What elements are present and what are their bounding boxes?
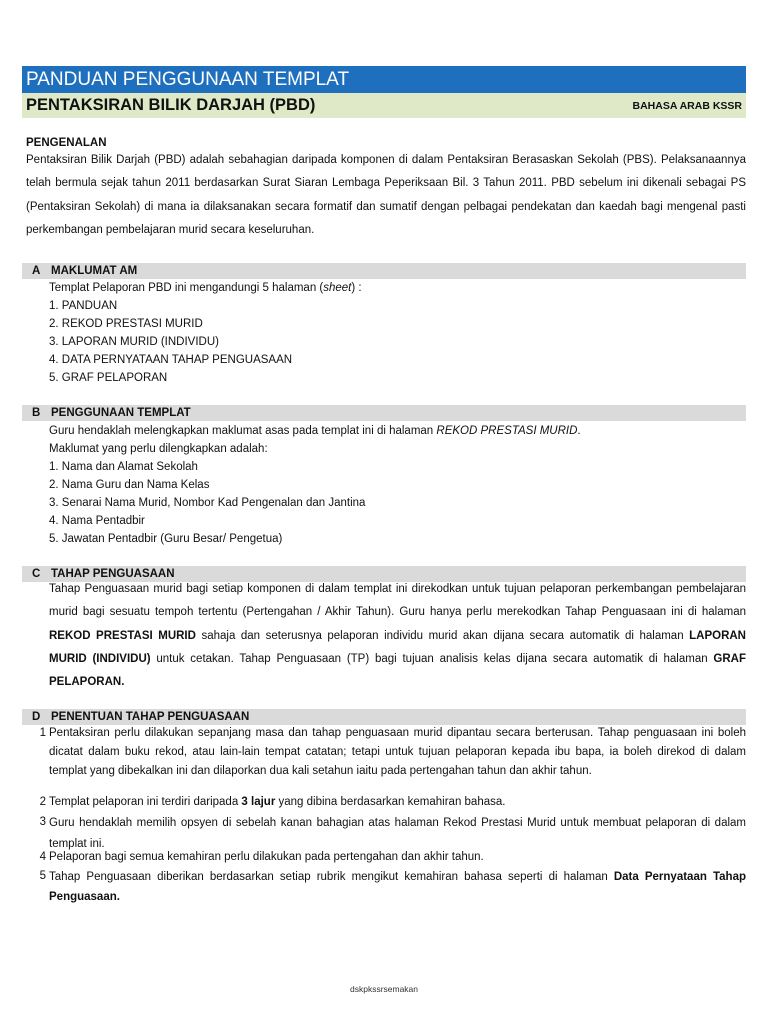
list-item: 1. Nama dan Alamat Sekolah xyxy=(49,461,198,473)
section-b-line-2: Maklumat yang perlu dilengkapkan adalah: xyxy=(49,443,268,455)
section-c-text-1: Tahap Penguasaan murid bagi setiap komponen di dalam templat ini direkodkan untuk tujuan pelaporan perkembangan pembelajaran murid bagi sesuatu tempoh tertentu (Pertengahan / Akhir Tahun). Guru hanya perlu merekodkan Tahap Penguasaan ini di halaman xyxy=(49,583,746,619)
section-a-letter: A xyxy=(32,265,41,277)
item-text: Guru hendaklah memilih opsyen di sebelah kanan bahagian atas halaman Rekod Prestasi Murid untuk membuat pelaporan di dalam templat ini. xyxy=(49,817,746,850)
item-number: 2 xyxy=(39,796,46,808)
section-b-line-1-end: . xyxy=(577,425,581,437)
section-a-label: MAKLUMAT AM xyxy=(51,265,138,277)
item-number: 4 xyxy=(39,851,46,863)
section-b-line-1-text: Guru hendaklah melengkapkan maklumat asas pada templat ini di halaman xyxy=(49,425,437,437)
subject-label: BAHASA ARAB KSSR xyxy=(632,99,742,112)
page-title: PANDUAN PENGGUNAAN TEMPLAT xyxy=(22,66,746,93)
item-number: 5 xyxy=(39,870,46,882)
list-item: 3. LAPORAN MURID (INDIVIDU) xyxy=(49,336,219,348)
section-c-bold-3: GRAF PELAPORAN. xyxy=(49,652,746,689)
section-d-header xyxy=(22,709,746,725)
section-a-intro-text: Templat Pelaporan PBD ini mengandungi 5 halaman ( xyxy=(49,282,324,294)
item-text-start: Tahap Penguasaan diberikan berdasarkan setiap rubrik mengikut kemahiran bahasa seperti di halaman xyxy=(49,871,614,883)
list-item: 4. DATA PERNYATAAN TAHAP PENGUASAAN xyxy=(49,354,293,366)
intro-heading: PENGENALAN xyxy=(26,137,107,149)
item-number: 1 xyxy=(39,727,46,739)
item-text-bold: Data Pernyataan Tahap Penguasaan. xyxy=(49,871,746,903)
section-c-text-2: sahaja dan seterusnya pelaporan individu murid akan dijana secara automatik di halaman xyxy=(195,629,690,642)
section-b-header xyxy=(22,405,746,421)
section-c-letter: C xyxy=(32,568,41,580)
item-text-start: Templat pelaporan ini terdiri daripada xyxy=(49,796,242,808)
section-b-line-1-em: REKOD PRESTASI MURID xyxy=(436,425,578,437)
section-b-letter: B xyxy=(32,407,41,419)
section-b-label: PENGGUNAAN TEMPLAT xyxy=(51,407,191,419)
list-item: 5. GRAF PELAPORAN xyxy=(49,372,168,384)
list-item: 2. Nama Guru dan Nama Kelas xyxy=(49,479,210,491)
intro-paragraph: Pentaksiran Bilik Darjah (PBD) adalah sebahagian daripada komponen di dalam Pentaksiran Berasaskan Sekolah (PBS). Pelaksanaannya telah bermula sejak tahun 2011 berdasarkan Surat Siaran Lembaga Peperiksaan Bil. 3 Tahun 2011. PBD sebelum ini dikenali sebagai PS (Pentaksiran Sekolah) di mana ia dilaksanakan secara formatif dan sumatif dengan pelbagai pendekatan dan kaedah bagi mengenal pasti perkembangan pembelajaran murid secara keseluruhan. xyxy=(26,154,746,236)
footer-text: dskpkssrsemakan xyxy=(349,984,419,994)
section-a-intro xyxy=(49,279,362,297)
subtitle-bar xyxy=(22,93,746,118)
section-a-header xyxy=(22,263,746,279)
item-text: Pentaksiran perlu dilakukan sepanjang masa dan tahap penguasaan murid dipantau secara berterusan. Tahap penguasaan ini boleh dicatat dalam buku rekod, atau lain-lain tempat catatan; tetapi untuk tujuan pelaporan kepada ibu bapa, ia boleh direkod di dalam templat yang dibekalkan ini dan dilaporkan dua kali setahun iaitu pada pertengahan tahun dan akhir tahun. xyxy=(49,727,746,777)
section-c-bold-1: REKOD PRESTASI MURID xyxy=(49,629,196,642)
section-b-line-1 xyxy=(49,422,581,440)
section-a-intro-em: sheet xyxy=(323,282,352,294)
subtitle: PENTAKSIRAN BILIK DARJAH (PBD) xyxy=(26,96,316,114)
list-item: 3. Senarai Nama Murid, Nombor Kad Pengenalan dan Jantina xyxy=(49,497,366,509)
section-d-letter: D xyxy=(32,711,41,723)
section-c-label: TAHAP PENGUASAAN xyxy=(51,568,175,580)
item-text xyxy=(49,867,746,907)
item-number: 3 xyxy=(39,816,46,828)
list-item: 4. Nama Pentadbir xyxy=(49,515,145,527)
item-text-end: yang dibina berdasarkan kemahiran bahasa. xyxy=(275,796,506,808)
section-c-paragraph xyxy=(49,578,746,694)
section-c-text-3: untuk cetakan. Tahap Penguasaan (TP) bagi tujuan analisis kelas dijana secara automatik di halaman xyxy=(150,652,714,665)
list-item: 1. PANDUAN xyxy=(49,300,118,312)
item-text xyxy=(49,793,746,812)
list-item: 2. REKOD PRESTASI MURID xyxy=(49,318,203,330)
item-text-bold: 3 lajur xyxy=(241,796,276,808)
list-item: 5. Jawatan Pentadbir (Guru Besar/ Pengetua) xyxy=(49,533,283,545)
section-c-bold-2: LAPORAN MURID (INDIVIDU) xyxy=(49,629,746,665)
section-d-label: PENENTUAN TAHAP PENGUASAAN xyxy=(51,711,250,723)
section-a-intro-end: ) : xyxy=(351,282,362,294)
item-text: Pelaporan bagi semua kemahiran perlu dilakukan pada pertengahan dan akhir tahun. xyxy=(49,851,484,863)
